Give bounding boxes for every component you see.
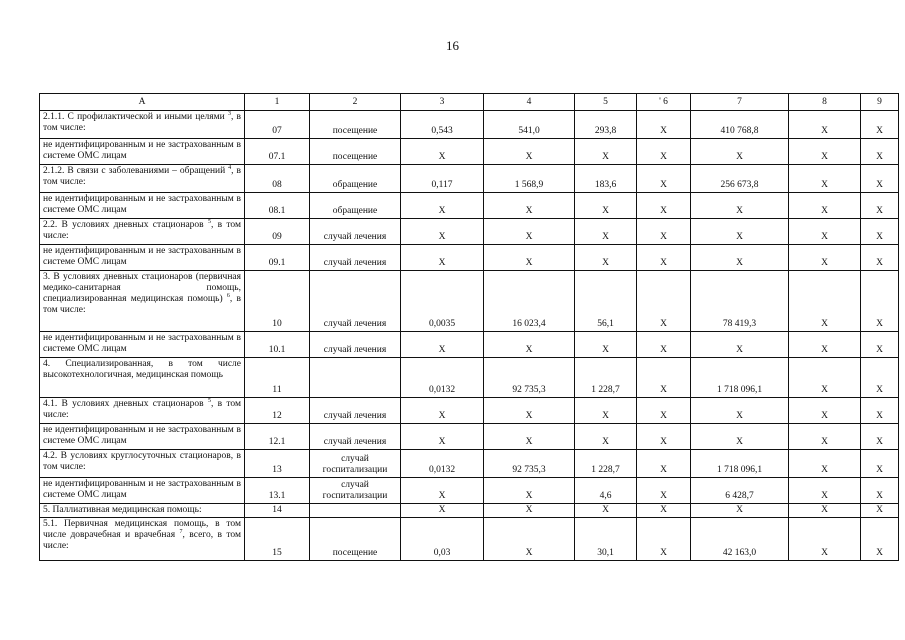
table-row	[40, 111, 899, 139]
cell-c7: X	[691, 504, 789, 518]
row-description	[40, 219, 245, 245]
cell-c3: X	[401, 332, 484, 358]
cell-c8: X	[789, 139, 861, 165]
cell-c6: X	[637, 478, 691, 504]
cell-c1: 13	[245, 450, 310, 478]
cell-c8: X	[789, 271, 861, 332]
cell-c3: 0,03	[401, 518, 484, 561]
cell-c6: X	[637, 424, 691, 450]
cell-c1: 14	[245, 504, 310, 518]
table-row	[40, 139, 899, 165]
footnote-marker: 3	[227, 110, 231, 117]
table-row	[40, 398, 899, 424]
row-description-text: 4.1. В условиях дневных стационаров	[43, 399, 208, 409]
row-description-suffix: , в том числе:	[43, 112, 241, 133]
row-description	[40, 271, 245, 332]
row-description-text: не идентифицированным и не застрахованным в системе ОМС лицам	[43, 425, 241, 446]
cell-c9: X	[861, 219, 899, 245]
cell-c6: X	[637, 450, 691, 478]
cell-c4: 1 568,9	[484, 165, 575, 193]
row-description-text: не идентифицированным и не застрахованным в системе ОМС лицам	[43, 194, 241, 215]
row-description	[40, 245, 245, 271]
cell-c4: 541,0	[484, 111, 575, 139]
row-description-text: 4.2. В условиях круглосуточных стационаров, в том числе:	[43, 451, 241, 472]
cell-c3: 0,0035	[401, 271, 484, 332]
cell-c4: X	[484, 245, 575, 271]
cell-c4: 92 735,3	[484, 358, 575, 398]
cell-c5: 1 228,7	[575, 358, 637, 398]
header-row	[40, 94, 899, 111]
table-row	[40, 332, 899, 358]
cell-c1: 09	[245, 219, 310, 245]
row-description-suffix: , в том числе:	[43, 294, 241, 315]
cell-c7: 78 419,3	[691, 271, 789, 332]
column-header: 1	[245, 94, 310, 111]
cell-c9: X	[861, 271, 899, 332]
cell-c3: X	[401, 193, 484, 219]
cell-c4: X	[484, 424, 575, 450]
cell-c8: X	[789, 450, 861, 478]
table-row	[40, 219, 899, 245]
cell-c4: X	[484, 332, 575, 358]
row-description-text: 2.2. В условиях дневных стационаров	[43, 220, 208, 230]
cell-c4: 92 735,3	[484, 450, 575, 478]
cell-c6: X	[637, 245, 691, 271]
cell-c6: X	[637, 139, 691, 165]
cell-c3: X	[401, 504, 484, 518]
row-description	[40, 139, 245, 165]
cell-c5: 56,1	[575, 271, 637, 332]
row-description-text: 5.1. Первичная медицинская помощь, в том числе доврачебная и врачебная	[43, 519, 241, 540]
cell-c5: X	[575, 424, 637, 450]
cell-c5: X	[575, 245, 637, 271]
cell-c9: X	[861, 518, 899, 561]
cell-c8: X	[789, 424, 861, 450]
cell-c2	[310, 358, 401, 398]
cell-c6: X	[637, 193, 691, 219]
cell-c4: X	[484, 219, 575, 245]
cell-c6: X	[637, 504, 691, 518]
cell-c7: 1 718 096,1	[691, 358, 789, 398]
table-row	[40, 271, 899, 332]
cell-c6: X	[637, 518, 691, 561]
cell-c8: X	[789, 358, 861, 398]
cell-c1: 09.1	[245, 245, 310, 271]
row-description-text: 4. Специализированная, в том числе высокотехнологичная, медицинская помощь	[43, 359, 241, 380]
row-description	[40, 450, 245, 478]
table-row	[40, 358, 899, 398]
column-header: 3	[401, 94, 484, 111]
row-description	[40, 193, 245, 219]
cell-c1: 15	[245, 518, 310, 561]
column-header: ' 6	[637, 94, 691, 111]
row-description-suffix: , в том числе:	[43, 399, 241, 420]
cell-c5: X	[575, 193, 637, 219]
cell-c6: X	[637, 111, 691, 139]
cell-c5: X	[575, 504, 637, 518]
row-description	[40, 111, 245, 139]
cell-c5: X	[575, 332, 637, 358]
cell-c9: X	[861, 450, 899, 478]
cell-c7: X	[691, 332, 789, 358]
cell-c5: 1 228,7	[575, 450, 637, 478]
cell-c1: 12	[245, 398, 310, 424]
cell-c7: 256 673,8	[691, 165, 789, 193]
cell-c7: X	[691, 398, 789, 424]
cell-c2: случай госпитализации	[310, 478, 401, 504]
cell-c2: посещение	[310, 111, 401, 139]
cell-c5: X	[575, 398, 637, 424]
cell-c1: 11	[245, 358, 310, 398]
table-row	[40, 450, 899, 478]
cell-c9: X	[861, 504, 899, 518]
row-description	[40, 165, 245, 193]
cell-c8: X	[789, 193, 861, 219]
footnote-marker: 4	[228, 164, 232, 171]
cell-c7: 410 768,8	[691, 111, 789, 139]
cell-c2	[310, 504, 401, 518]
cell-c3: 0,543	[401, 111, 484, 139]
cell-c8: X	[789, 332, 861, 358]
column-header: А	[40, 94, 245, 111]
cell-c4: X	[484, 398, 575, 424]
row-description	[40, 424, 245, 450]
cell-c6: X	[637, 165, 691, 193]
cell-c5: 293,8	[575, 111, 637, 139]
cell-c3: X	[401, 424, 484, 450]
footnote-marker: 5	[207, 397, 211, 404]
cell-c5: X	[575, 139, 637, 165]
cell-c5: 4,6	[575, 478, 637, 504]
column-header: 5	[575, 94, 637, 111]
row-description-text: не идентифицированным и не застрахованным в системе ОМС лицам	[43, 246, 241, 267]
cell-c9: X	[861, 139, 899, 165]
cell-c9: X	[861, 165, 899, 193]
cell-c7: 42 163,0	[691, 518, 789, 561]
row-description	[40, 332, 245, 358]
table-row	[40, 504, 899, 518]
table-row	[40, 193, 899, 219]
cell-c8: X	[789, 504, 861, 518]
cell-c8: X	[789, 111, 861, 139]
cell-c5: X	[575, 219, 637, 245]
row-description-text: не идентифицированным и не застрахованным в системе ОМС лицам	[43, 479, 241, 500]
cell-c6: X	[637, 271, 691, 332]
cell-c6: X	[637, 358, 691, 398]
cell-c6: X	[637, 398, 691, 424]
cell-c9: X	[861, 424, 899, 450]
cell-c1: 12.1	[245, 424, 310, 450]
cell-c7: X	[691, 245, 789, 271]
cell-c3: 0,0132	[401, 358, 484, 398]
cell-c3: X	[401, 398, 484, 424]
cell-c7: 1 718 096,1	[691, 450, 789, 478]
cell-c2: случай лечения	[310, 424, 401, 450]
row-description	[40, 504, 245, 518]
cell-c7: X	[691, 424, 789, 450]
cell-c9: X	[861, 398, 899, 424]
column-header: 7	[691, 94, 789, 111]
cell-c8: X	[789, 219, 861, 245]
row-description-text: не идентифицированным и не застрахованным в системе ОМС лицам	[43, 333, 241, 354]
cell-c2: посещение	[310, 139, 401, 165]
cell-c1: 08	[245, 165, 310, 193]
table-row	[40, 245, 899, 271]
cell-c6: X	[637, 219, 691, 245]
footnote-marker: 5	[207, 218, 211, 225]
table-row	[40, 518, 899, 561]
cell-c5: 183,6	[575, 165, 637, 193]
column-header: 4	[484, 94, 575, 111]
cell-c3: X	[401, 139, 484, 165]
cell-c1: 07	[245, 111, 310, 139]
row-description	[40, 478, 245, 504]
cell-c5: 30,1	[575, 518, 637, 561]
cell-c2: случай лечения	[310, 271, 401, 332]
footnote-marker: 6	[226, 292, 230, 299]
cell-c9: X	[861, 245, 899, 271]
column-header: 8	[789, 94, 861, 111]
cell-c8: X	[789, 478, 861, 504]
cell-c1: 10.1	[245, 332, 310, 358]
row-description-suffix: , всего, в том числе:	[43, 530, 241, 551]
cell-c2: случай лечения	[310, 398, 401, 424]
row-description	[40, 518, 245, 561]
cell-c4: X	[484, 193, 575, 219]
row-description-suffix: , в том числе:	[43, 220, 241, 241]
cell-c7: 6 428,7	[691, 478, 789, 504]
cell-c3: X	[401, 219, 484, 245]
cell-c2: случай лечения	[310, 332, 401, 358]
footnote-marker: 7	[179, 528, 183, 535]
table-row	[40, 424, 899, 450]
data-table	[39, 93, 899, 561]
cell-c2: случай госпитализации	[310, 450, 401, 478]
cell-c1: 10	[245, 271, 310, 332]
cell-c9: X	[861, 358, 899, 398]
column-header: 9	[861, 94, 899, 111]
cell-c7: X	[691, 219, 789, 245]
cell-c4: X	[484, 478, 575, 504]
table-body	[40, 111, 899, 561]
cell-c3: X	[401, 478, 484, 504]
cell-c4: X	[484, 139, 575, 165]
column-header: 2	[310, 94, 401, 111]
cell-c8: X	[789, 398, 861, 424]
cell-c7: X	[691, 193, 789, 219]
cell-c3: X	[401, 245, 484, 271]
cell-c9: X	[861, 193, 899, 219]
cell-c3: 0,0132	[401, 450, 484, 478]
cell-c2: случай лечения	[310, 219, 401, 245]
row-description-text: не идентифицированным и не застрахованным в системе ОМС лицам	[43, 140, 241, 161]
cell-c1: 13.1	[245, 478, 310, 504]
cell-c8: X	[789, 245, 861, 271]
cell-c4: 16 023,4	[484, 271, 575, 332]
cell-c1: 07.1	[245, 139, 310, 165]
cell-c9: X	[861, 478, 899, 504]
cell-c2: обращение	[310, 193, 401, 219]
cell-c8: X	[789, 518, 861, 561]
cell-c4: X	[484, 518, 575, 561]
cell-c9: X	[861, 332, 899, 358]
cell-c9: X	[861, 111, 899, 139]
row-description-text: 2.1.2. В связи с заболеваниями – обращений	[43, 166, 229, 176]
row-description-suffix: , в том числе:	[43, 166, 241, 187]
cell-c6: X	[637, 332, 691, 358]
page-number: 16	[446, 38, 459, 53]
row-description	[40, 398, 245, 424]
cell-c2: посещение	[310, 518, 401, 561]
cell-c3: 0,117	[401, 165, 484, 193]
cell-c4: X	[484, 504, 575, 518]
row-description	[40, 358, 245, 398]
table-row	[40, 165, 899, 193]
cell-c1: 08.1	[245, 193, 310, 219]
cell-c8: X	[789, 165, 861, 193]
cell-c7: X	[691, 139, 789, 165]
row-description-text: 2.1.1. С профилактической и иными целями	[43, 112, 228, 122]
cell-c2: обращение	[310, 165, 401, 193]
row-description-text: 5. Паллиативная медицинская помощь:	[43, 505, 202, 515]
table-row	[40, 478, 899, 504]
cell-c2: случай лечения	[310, 245, 401, 271]
row-description-text: 3. В условиях дневных стационаров (первичная медико-санитарная помощь, специализированная медицинская помощь)	[43, 272, 241, 304]
